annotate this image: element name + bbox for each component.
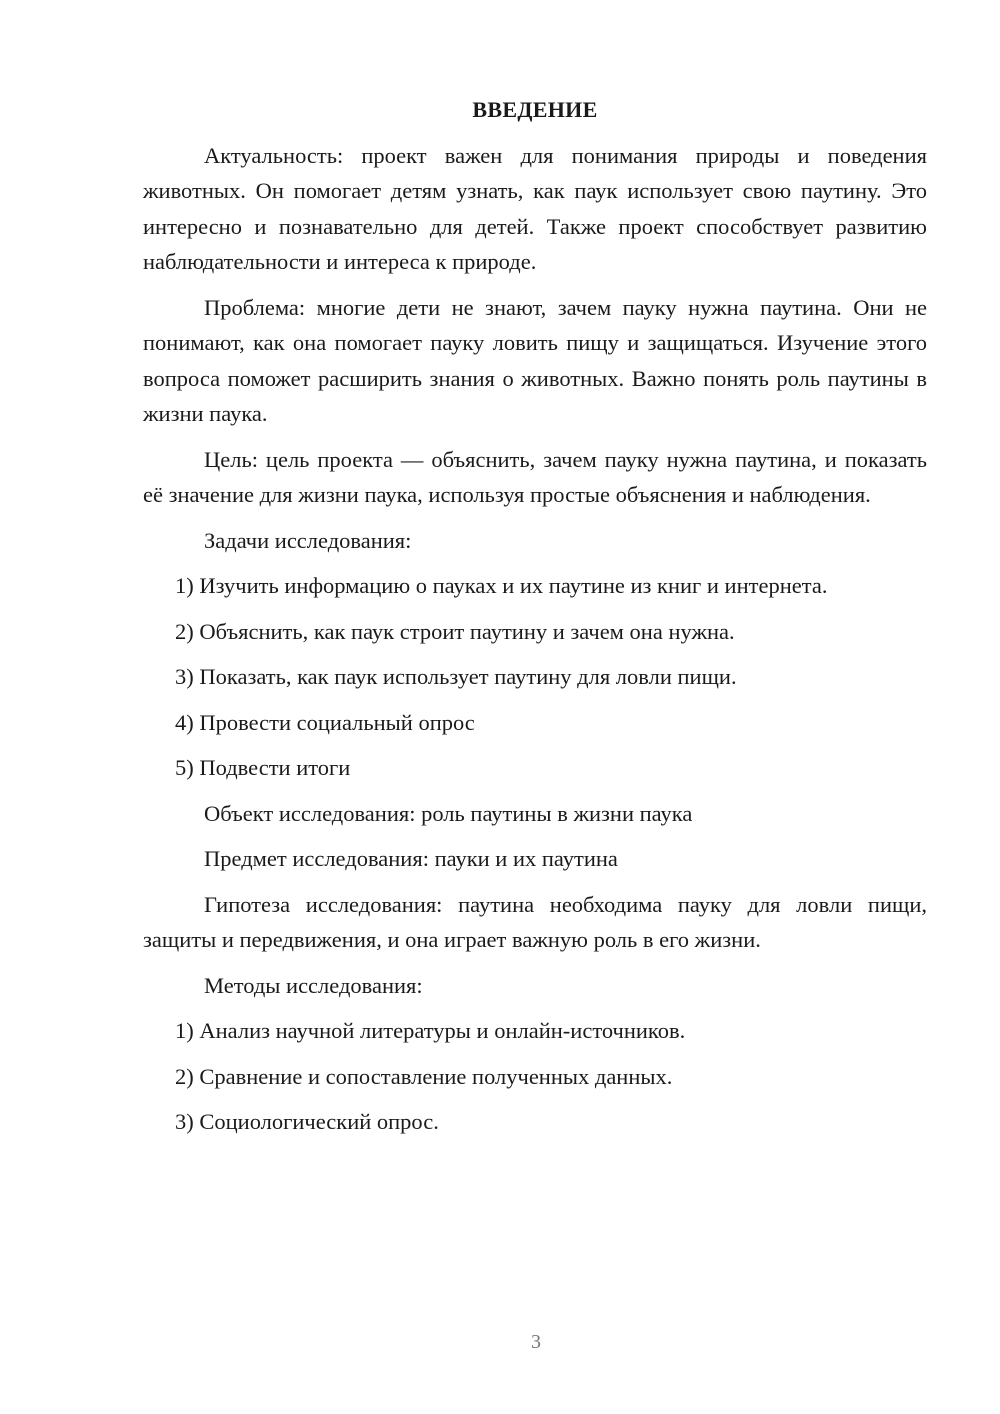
relevance-paragraph: Актуальность: проект важен для понимания природы и поведения животных. Он помогает детям узнать, как паук использует свою паутину. Это интересно и познавательно для детей. Также проект способствует развитию наблюдательности и интереса к природе. — [143, 142, 927, 274]
method-item: 2) Сравнение и сопоставление полученных данных. — [175, 1063, 673, 1089]
document-page — [143, 92, 927, 1150]
method-item: 1) Анализ научной литературы и онлайн-источников. — [175, 1018, 686, 1043]
research-object: Объект исследования: роль паутины в жизни паука — [204, 800, 693, 826]
method-item: 3) Социологический опрос. — [175, 1109, 439, 1134]
page-title: ВВЕДЕНИЕ — [472, 97, 598, 122]
task-item: 5) Подвести итоги — [175, 755, 351, 780]
page-number: 3 — [531, 1331, 541, 1353]
tasks-heading: Задачи исследования: — [204, 527, 412, 553]
task-item: 2) Объяснить, как паук строит паутину и зачем она нужна. — [175, 618, 735, 644]
goal-paragraph: Цель: цель проекта — объяснить, зачем пауку нужна паутина, и показать её значение для жизни паука, используя простые объяснения и наблюдения. — [143, 446, 927, 507]
hypothesis-paragraph: Гипотеза исследования: паутина необходима пауку для ловли пищи, защиты и передвижения, и она играет важную роль в его жизни. — [143, 891, 927, 952]
problem-paragraph: Проблема: многие дети не знают, зачем пауку нужна паутина. Они не понимают, как она помогает пауку ловить пищу и защищаться. Изучение этого вопроса поможет расширить знания о животных. Важно понять роль паутины в жизни паука. — [143, 294, 927, 426]
task-item: 4) Провести социальный опрос — [175, 709, 475, 735]
task-item: 1) Изучить информацию о пауках и их паутине из книг и интернета. — [175, 573, 828, 598]
research-subject: Предмет исследования: пауки и их паутина — [204, 846, 618, 871]
methods-heading: Методы исследования: — [204, 972, 423, 998]
task-item: 3) Показать, как паук использует паутину для ловли пищи. — [175, 664, 737, 689]
